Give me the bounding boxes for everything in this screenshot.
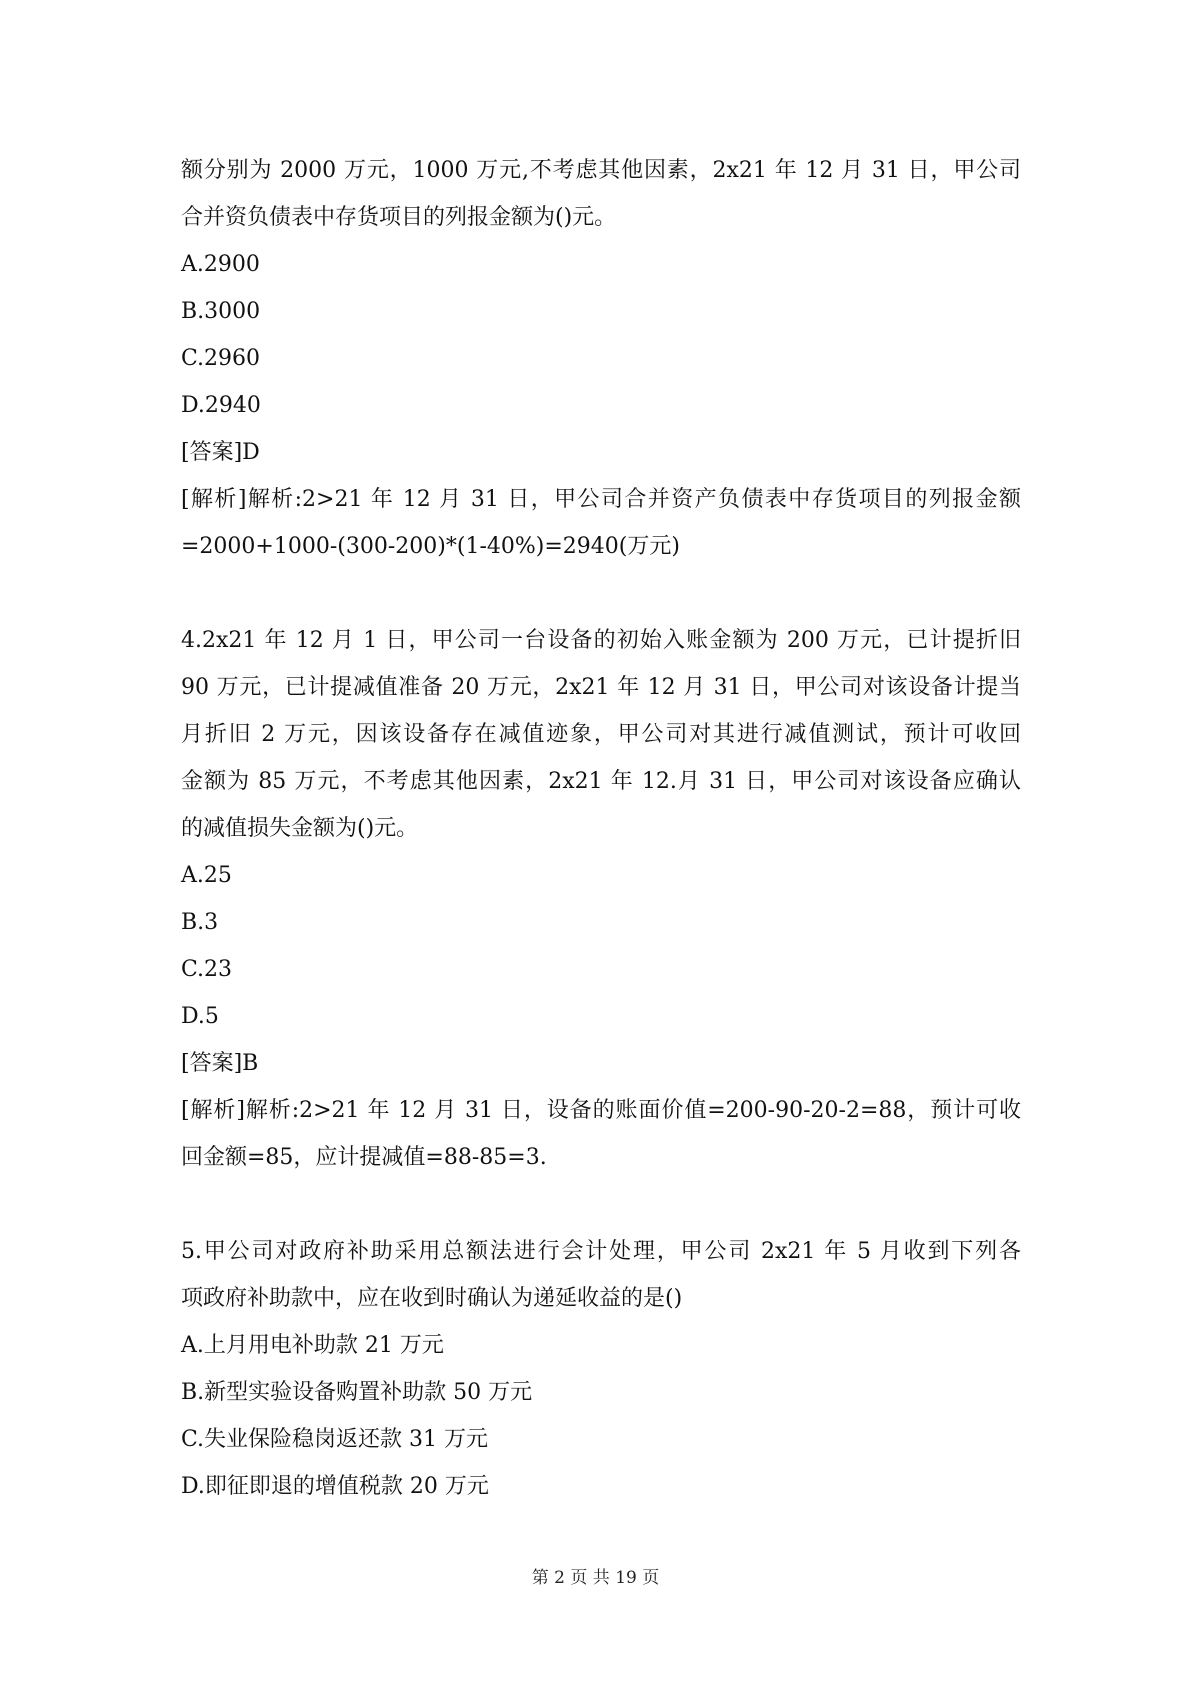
- text-line: [答案]D: [181, 440, 260, 465]
- text-line: D.2940: [181, 393, 261, 418]
- text-line: 4.2x21 年 12 月 1 日，甲公司一台设备的初始入账金额为 200 万元，已计提折旧: [181, 628, 1021, 653]
- text-line: B.3: [181, 910, 219, 935]
- question-block-q4: [181, 617, 1021, 1181]
- text-line: A.2900: [181, 252, 260, 277]
- text-line: D.即征即退的增值税款 20 万元: [181, 1474, 489, 1499]
- text-line: 金额为 85 万元，不考虑其他因素，2x21 年 12.月 31 日，甲公司对该设备应确认: [181, 769, 1021, 794]
- paragraph-gap: [181, 1181, 1021, 1228]
- text-line: [答案]B: [181, 1051, 259, 1076]
- text-line: 月折旧 2 万元，因该设备存在减值迹象，甲公司对其进行减值测试，预计可收回: [181, 722, 1021, 747]
- text-line: 额分别为 2000 万元，1000 万元,不考虑其他因素，2x21 年 12 月 31 日，甲公司: [181, 158, 1021, 183]
- text-line: 5.甲公司对政府补助采用总额法进行会计处理，甲公司 2x21 年 5 月收到下列各: [181, 1239, 1021, 1264]
- text-line: C.23: [181, 957, 233, 982]
- text-line: [解析]解析:2>21 年 12 月 31 日，甲公司合并资产负债表中存货项目的列报金额: [181, 487, 1021, 512]
- page-number-footer: 第 2 页 共 19 页: [531, 1568, 660, 1588]
- text-line: D.5: [181, 1004, 219, 1029]
- text-line: [解析]解析:2>21 年 12 月 31 日，设备的账面价值=200-90-20-2=88，预计可收: [181, 1098, 1021, 1123]
- text-line: C.2960: [181, 346, 261, 371]
- paragraph-gap: [181, 570, 1021, 617]
- text-line: 项政府补助款中，应在收到时确认为递延收益的是(): [181, 1286, 683, 1311]
- text-line: B.新型实验设备购置补助款 50 万元: [181, 1380, 533, 1405]
- text-line: B.3000: [181, 299, 261, 324]
- question-block-q3-tail: [181, 147, 1021, 570]
- text-line: 的减值损失金额为()元。: [181, 816, 419, 841]
- question-block-q5: [181, 1228, 1021, 1510]
- text-line: =2000+1000-(300-200)*(1-40%)=2940(万元): [181, 534, 680, 559]
- document-body: [181, 147, 1021, 1510]
- text-line: 回金额=85，应计提减值=88-85=3.: [181, 1145, 547, 1170]
- text-line: A.上月用电补助款 21 万元: [181, 1333, 444, 1358]
- text-line: 合并资负债表中存货项目的列报金额为()元。: [181, 205, 617, 230]
- text-line: A.25: [181, 863, 232, 888]
- text-line: C.失业保险稳岗返还款 31 万元: [181, 1427, 489, 1452]
- text-line: 90 万元，已计提减值准备 20 万元，2x21 年 12 月 31 日，甲公司对该设备计提当: [181, 675, 1021, 700]
